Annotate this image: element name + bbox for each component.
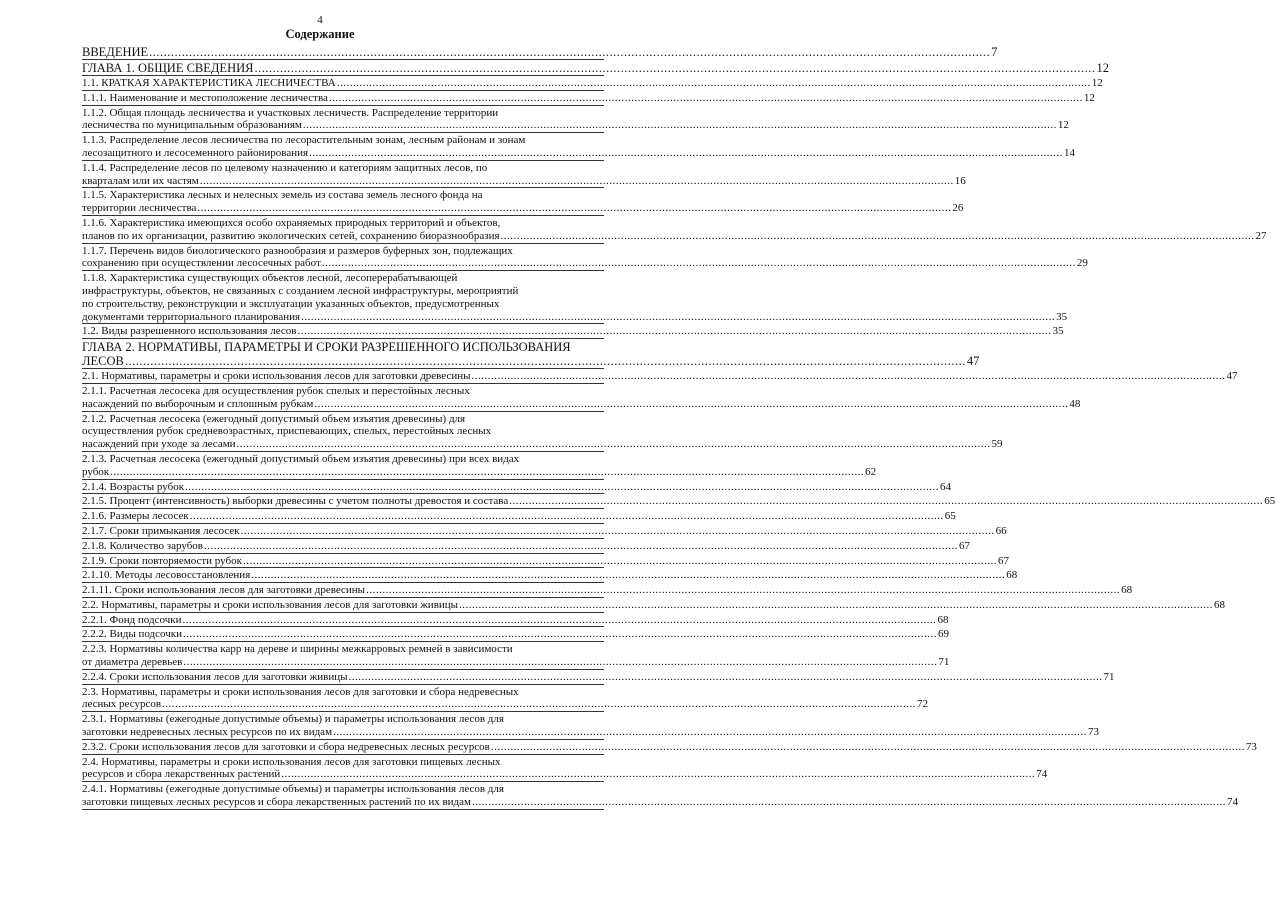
dot-leader bbox=[251, 569, 1005, 582]
toc-entry-line: 2.2.3. Нормативы количества карр на дереве и ширины межкарровых ремней в зависимости bbox=[82, 643, 513, 656]
dot-leader bbox=[366, 584, 1120, 597]
dot-leader bbox=[110, 466, 864, 479]
toc-page-number: 69 bbox=[938, 628, 949, 641]
toc-entry[interactable] bbox=[82, 271, 1068, 324]
toc-entry-line bbox=[82, 397, 1081, 411]
toc-entry-title: 2.2.1. Фонд подсочки bbox=[82, 613, 182, 626]
toc-entry[interactable] bbox=[82, 106, 1069, 134]
toc-entry-title: 2.1.7. Сроки примыкания лесосек bbox=[82, 524, 240, 537]
toc-entry-title: лесных ресурсов bbox=[82, 698, 162, 711]
toc-page-number: 68 bbox=[1006, 569, 1018, 582]
toc-entry-title: 2.3.2. Сроки использования лесов для заготовки и сбора недревесных лесных ресурсов bbox=[82, 740, 490, 753]
dot-leader bbox=[237, 438, 991, 451]
dot-leader bbox=[281, 768, 1035, 781]
toc-entry-line: 2.1.2. Расчетная лесосека (ежегодный допустимый объем изъятия древесины) для bbox=[82, 412, 466, 425]
toc-entry-title: ЛЕСОВ bbox=[82, 354, 124, 369]
toc-page-number: 26 bbox=[952, 202, 964, 215]
toc-entry-line bbox=[82, 539, 970, 553]
toc-entry-line: 2.1.3. Расчетная лесосека (ежегодный допустимый объем изъятия древесины) при всех видах bbox=[82, 452, 520, 465]
toc-entry-title: заготовки пищевых лесных ресурсов и сбора лекарственных растений по их видам bbox=[82, 796, 471, 809]
toc-entry-title: 2.1.11. Сроки использования лесов для заготовки древесины bbox=[82, 584, 366, 597]
toc-page-number: 47 bbox=[1226, 370, 1238, 383]
toc-entry-title: сохранению при осуществлении лесосечных работ bbox=[82, 257, 321, 270]
toc-entry-title: 1.1.1. Наименование и местоположение лесничества bbox=[82, 91, 328, 104]
toc-entry-title: 2.2.4. Сроки использования лесов для заготовки живицы bbox=[82, 670, 348, 683]
toc-entry-line bbox=[82, 310, 1068, 324]
toc-entry[interactable] bbox=[82, 583, 1133, 598]
toc-entry-title: лесозащитного и лесосеменного районирования bbox=[82, 146, 309, 159]
toc-entry[interactable] bbox=[82, 76, 1103, 91]
toc-entry-line bbox=[82, 370, 1238, 383]
toc-entry-title: 2.2.2. Виды подсочки bbox=[82, 628, 182, 641]
toc-entry-line bbox=[82, 438, 1003, 451]
toc-entry-line bbox=[82, 554, 1009, 568]
dot-leader bbox=[349, 671, 1103, 684]
toc-entry-line bbox=[82, 119, 1069, 132]
toc-entry-title: 2.1.5. Процент (интенсивность) выборки древесины с учетом полноты древостоя и состава bbox=[82, 495, 509, 508]
toc-entry[interactable] bbox=[82, 509, 956, 524]
toc-entry[interactable] bbox=[82, 685, 929, 713]
dot-leader bbox=[472, 370, 1226, 383]
toc-page-number: 14 bbox=[1064, 146, 1076, 159]
dot-leader bbox=[183, 656, 937, 669]
toc-entry-line: по строительству, реконструкции и эксплуатации указанных объектов, предусмотренных bbox=[82, 297, 500, 310]
toc-entry[interactable] bbox=[82, 216, 1267, 244]
toc-entry-line bbox=[82, 45, 998, 59]
toc-entry-line: 1.1.8. Характеристика существующих объектов лесной, лесоперерабатывающей bbox=[82, 272, 458, 285]
toc-entry-title: ГЛАВА 1. ОБЩИЕ СВЕДЕНИЯ bbox=[82, 61, 254, 75]
toc-entry-line: 1.1.2. Общая площадь лесничества и участковых лесничеств. Распределение территории bbox=[82, 106, 499, 119]
toc-page-number: 27 bbox=[1255, 229, 1267, 242]
toc-entry-line: 2.1.1. Расчетная лесосека для осуществления рубок спелых и перестойных лесных bbox=[82, 384, 470, 397]
dot-leader bbox=[337, 77, 1091, 90]
toc-page-number: 73 bbox=[1245, 740, 1257, 753]
dot-leader bbox=[501, 230, 1255, 243]
toc-entry-line bbox=[82, 598, 1226, 612]
toc-entry-title: территории лесничества bbox=[82, 202, 197, 215]
dot-leader bbox=[509, 495, 1263, 508]
toc-entry-line bbox=[82, 91, 1095, 105]
toc-entry[interactable] bbox=[82, 613, 949, 628]
toc-title: Содержание bbox=[285, 27, 355, 41]
dot-leader bbox=[162, 698, 916, 711]
toc-entry[interactable] bbox=[82, 412, 1003, 452]
toc-entry-line bbox=[82, 613, 949, 627]
toc-entry-line bbox=[82, 495, 1275, 508]
toc-page-number: 64 bbox=[940, 480, 952, 493]
dot-leader bbox=[149, 45, 990, 59]
table-of-contents bbox=[82, 44, 1275, 810]
toc-entry-line bbox=[82, 77, 1103, 90]
dot-leader bbox=[125, 354, 966, 368]
toc-entry[interactable] bbox=[82, 369, 1238, 384]
toc-entry[interactable] bbox=[82, 539, 970, 554]
toc-page-number: 12 bbox=[1057, 119, 1069, 132]
dot-leader bbox=[183, 628, 937, 641]
toc-entry[interactable] bbox=[82, 188, 964, 216]
toc-page-number: 29 bbox=[1076, 257, 1088, 270]
toc-entry-title: 2.1.4. Возрасты рубок bbox=[82, 480, 185, 493]
toc-entry-line bbox=[82, 229, 1267, 243]
dot-leader bbox=[459, 599, 1213, 612]
dot-leader bbox=[314, 398, 1068, 411]
dot-leader bbox=[241, 525, 995, 538]
toc-entry-title: ресурсов и сбора лекарственных растений bbox=[82, 768, 281, 781]
toc-entry[interactable] bbox=[82, 60, 1109, 76]
toc-entry[interactable] bbox=[82, 133, 1076, 161]
toc-entry-line: ГЛАВА 2. НОРМАТИВЫ, ПАРАМЕТРЫ И СРОКИ РАЗРЕШЕННОГО ИСПОЛЬЗОВАНИЯ bbox=[82, 340, 571, 355]
toc-entry-line bbox=[82, 628, 949, 641]
toc-entry-line bbox=[82, 656, 950, 669]
toc-page-number: 74 bbox=[1226, 796, 1238, 809]
toc-entry-title: 2.1.8. Количество зарубов bbox=[82, 539, 203, 552]
toc-entry-line: 1.1.7. Перечень видов биологического разнообразия и размеров буферных зон, подлежащих bbox=[82, 244, 513, 257]
toc-entry-line bbox=[82, 740, 1257, 754]
toc-page-number: 7 bbox=[991, 45, 998, 59]
toc-entry-line bbox=[82, 698, 929, 711]
dot-leader bbox=[329, 92, 1083, 105]
toc-entry-line: 2.3.1. Нормативы (ежегодные допустимые объемы) и параметры использования лесов для bbox=[82, 713, 504, 726]
toc-entry[interactable] bbox=[82, 755, 1048, 783]
toc-entry-line: инфраструктуры, объектов, не связанных с созданием лесной инфраструктуры, мероприятий bbox=[82, 284, 519, 297]
toc-page-number: 65 bbox=[944, 510, 956, 523]
toc-entry[interactable] bbox=[82, 324, 1064, 339]
toc-entry[interactable] bbox=[82, 740, 1257, 755]
toc-entry-line: осуществления рубок средневозрастных, приспевающих, спелых, перестойных лесных bbox=[82, 425, 492, 438]
toc-entry[interactable] bbox=[82, 480, 952, 495]
toc-entry[interactable] bbox=[82, 339, 980, 369]
toc-entry-title: 1.1. КРАТКАЯ ХАРАКТЕРИСТИКА ЛЕСНИЧЕСТВА bbox=[82, 77, 336, 89]
toc-entry[interactable] bbox=[82, 494, 1275, 509]
toc-page-number: 47 bbox=[966, 354, 980, 369]
toc-entry-line bbox=[82, 670, 1115, 684]
toc-entry-line bbox=[82, 465, 877, 479]
toc-entry-title: 2.2. Нормативы, параметры и сроки использования лесов для заготовки живицы bbox=[82, 598, 459, 611]
dot-leader bbox=[185, 481, 939, 494]
toc-entry[interactable] bbox=[82, 568, 1018, 583]
toc-page-number: 16 bbox=[954, 174, 966, 187]
dot-leader bbox=[472, 796, 1226, 809]
toc-entry[interactable] bbox=[82, 598, 1226, 613]
toc-page-number: 65 bbox=[1264, 495, 1275, 508]
toc-entry-title: рубок bbox=[82, 465, 110, 478]
toc-page-number: 72 bbox=[917, 698, 929, 711]
dot-leader bbox=[301, 311, 1055, 324]
toc-entry[interactable] bbox=[82, 782, 1238, 810]
toc-entry-line: 1.1.6. Характеристика имеющихся особо охраняемых природных территорий и объектов, bbox=[82, 216, 501, 229]
toc-entry-line bbox=[82, 726, 1100, 739]
toc-page-number: 73 bbox=[1088, 726, 1100, 739]
toc-page-number: 62 bbox=[865, 465, 877, 478]
toc-entry-line bbox=[82, 480, 952, 494]
toc-page-number: 48 bbox=[1069, 397, 1081, 410]
toc-entry[interactable] bbox=[82, 384, 1081, 412]
dot-leader bbox=[254, 61, 1095, 75]
toc-entry-line: 2.4.1. Нормативы (ежегодные допустимые объемы) и параметры использования лесов для bbox=[82, 783, 504, 796]
toc-page-number: 68 bbox=[937, 613, 949, 626]
toc-entry-line bbox=[82, 524, 1007, 538]
toc-page-number: 66 bbox=[995, 524, 1007, 537]
toc-page-number: 74 bbox=[1036, 768, 1048, 781]
toc-entry-line: 1.1.5. Характеристика лесных и нелесных земель из состава земель лесного фонда на bbox=[82, 189, 483, 202]
toc-page-number: 67 bbox=[997, 554, 1009, 567]
dot-leader bbox=[297, 325, 1051, 338]
toc-entry-title: 2.1.9. Сроки повторяемости рубок bbox=[82, 554, 242, 567]
toc-entry-line bbox=[82, 325, 1064, 338]
page-number: 4 bbox=[317, 14, 323, 26]
dot-leader bbox=[243, 555, 997, 568]
toc-page-number: 12 bbox=[1091, 77, 1103, 89]
toc-page-number: 35 bbox=[1056, 310, 1068, 323]
dot-leader bbox=[204, 540, 958, 553]
toc-entry-line bbox=[82, 796, 1238, 809]
toc-page-number: 71 bbox=[1103, 670, 1115, 683]
toc-entry[interactable] bbox=[82, 452, 877, 480]
toc-entry[interactable] bbox=[82, 627, 949, 642]
toc-entry-title: насаждений по выборочным и сплошным рубкам bbox=[82, 397, 314, 410]
dot-leader bbox=[190, 510, 944, 523]
dot-leader bbox=[197, 202, 951, 215]
toc-entry-line bbox=[82, 768, 1048, 781]
toc-page-number: 12 bbox=[1083, 91, 1095, 104]
toc-entry-title: 2.1.6. Размеры лесосек bbox=[82, 510, 189, 523]
toc-entry-title: заготовки недревесных лесных ресурсов по их видам bbox=[82, 726, 333, 739]
toc-entry[interactable] bbox=[82, 524, 1007, 539]
toc-entry-line bbox=[82, 61, 1109, 75]
toc-entry[interactable] bbox=[82, 642, 950, 670]
toc-entry-title: насаждений при уходе за лесами bbox=[82, 438, 236, 451]
toc-entry-title: от диаметра деревьев bbox=[82, 656, 183, 669]
toc-entry-title: 1.2. Виды разрешенного использования лесов bbox=[82, 325, 297, 338]
toc-entry[interactable] bbox=[82, 712, 1100, 740]
toc-page-number: 68 bbox=[1121, 584, 1133, 597]
toc-entry-line bbox=[82, 569, 1018, 582]
toc-entry-title: кварталам или их частям bbox=[82, 174, 199, 187]
toc-entry-title: документами территориального планирования bbox=[82, 310, 301, 323]
dot-leader bbox=[333, 726, 1087, 739]
dot-leader bbox=[309, 147, 1063, 160]
toc-page-number: 71 bbox=[938, 656, 950, 669]
toc-entry[interactable] bbox=[82, 554, 1009, 569]
dot-leader bbox=[322, 257, 1076, 270]
toc-entry[interactable] bbox=[82, 244, 1088, 272]
toc-entry-title: лесничества по муниципальным образованиям bbox=[82, 119, 302, 132]
dot-leader bbox=[491, 741, 1245, 754]
toc-entry-line bbox=[82, 174, 966, 188]
toc-entry[interactable] bbox=[82, 91, 1095, 106]
toc-entry[interactable] bbox=[82, 44, 998, 60]
dot-leader bbox=[182, 614, 936, 627]
toc-entry-title: 2.1.10. Методы лесовосстановления bbox=[82, 569, 251, 582]
toc-entry-line: 2.3. Нормативы, параметры и сроки использования лесов для заготовки и сбора недревесных bbox=[82, 685, 519, 698]
toc-page-number: 68 bbox=[1214, 598, 1226, 611]
toc-entry-line bbox=[82, 257, 1088, 270]
toc-entry-line: 1.1.4. Распределение лесов по целевому назначению и категориям защитных лесов, по bbox=[82, 161, 488, 174]
toc-entry-line bbox=[82, 354, 980, 369]
toc-entry[interactable] bbox=[82, 670, 1115, 685]
toc-entry-line bbox=[82, 202, 964, 215]
dot-leader bbox=[200, 175, 954, 188]
toc-entry-line: 2.4. Нормативы, параметры и сроки использования лесов для заготовки пищевых лесных bbox=[82, 755, 501, 768]
toc-page-number: 35 bbox=[1052, 325, 1064, 338]
toc-page-number: 59 bbox=[991, 438, 1003, 451]
toc-entry-title: планов по их организации, развитию экологических сетей, сохранению биоразнообразия bbox=[82, 229, 500, 242]
toc-entry-title: 2.1. Нормативы, параметры и сроки использования лесов для заготовки древесины bbox=[82, 370, 471, 383]
toc-entry-line bbox=[82, 584, 1133, 597]
toc-entry-line: 1.1.3. Распределение лесов лесничества по лесорастительным зонам, лесным районам и зонам bbox=[82, 134, 526, 147]
dot-leader bbox=[303, 119, 1057, 132]
toc-entry-line bbox=[82, 146, 1076, 160]
toc-entry-line bbox=[82, 510, 956, 523]
toc-entry[interactable] bbox=[82, 161, 966, 189]
toc-entry-title: ВВЕДЕНИЕ bbox=[82, 45, 149, 59]
toc-page-number: 67 bbox=[959, 539, 970, 552]
toc-page-number: 12 bbox=[1096, 61, 1109, 75]
